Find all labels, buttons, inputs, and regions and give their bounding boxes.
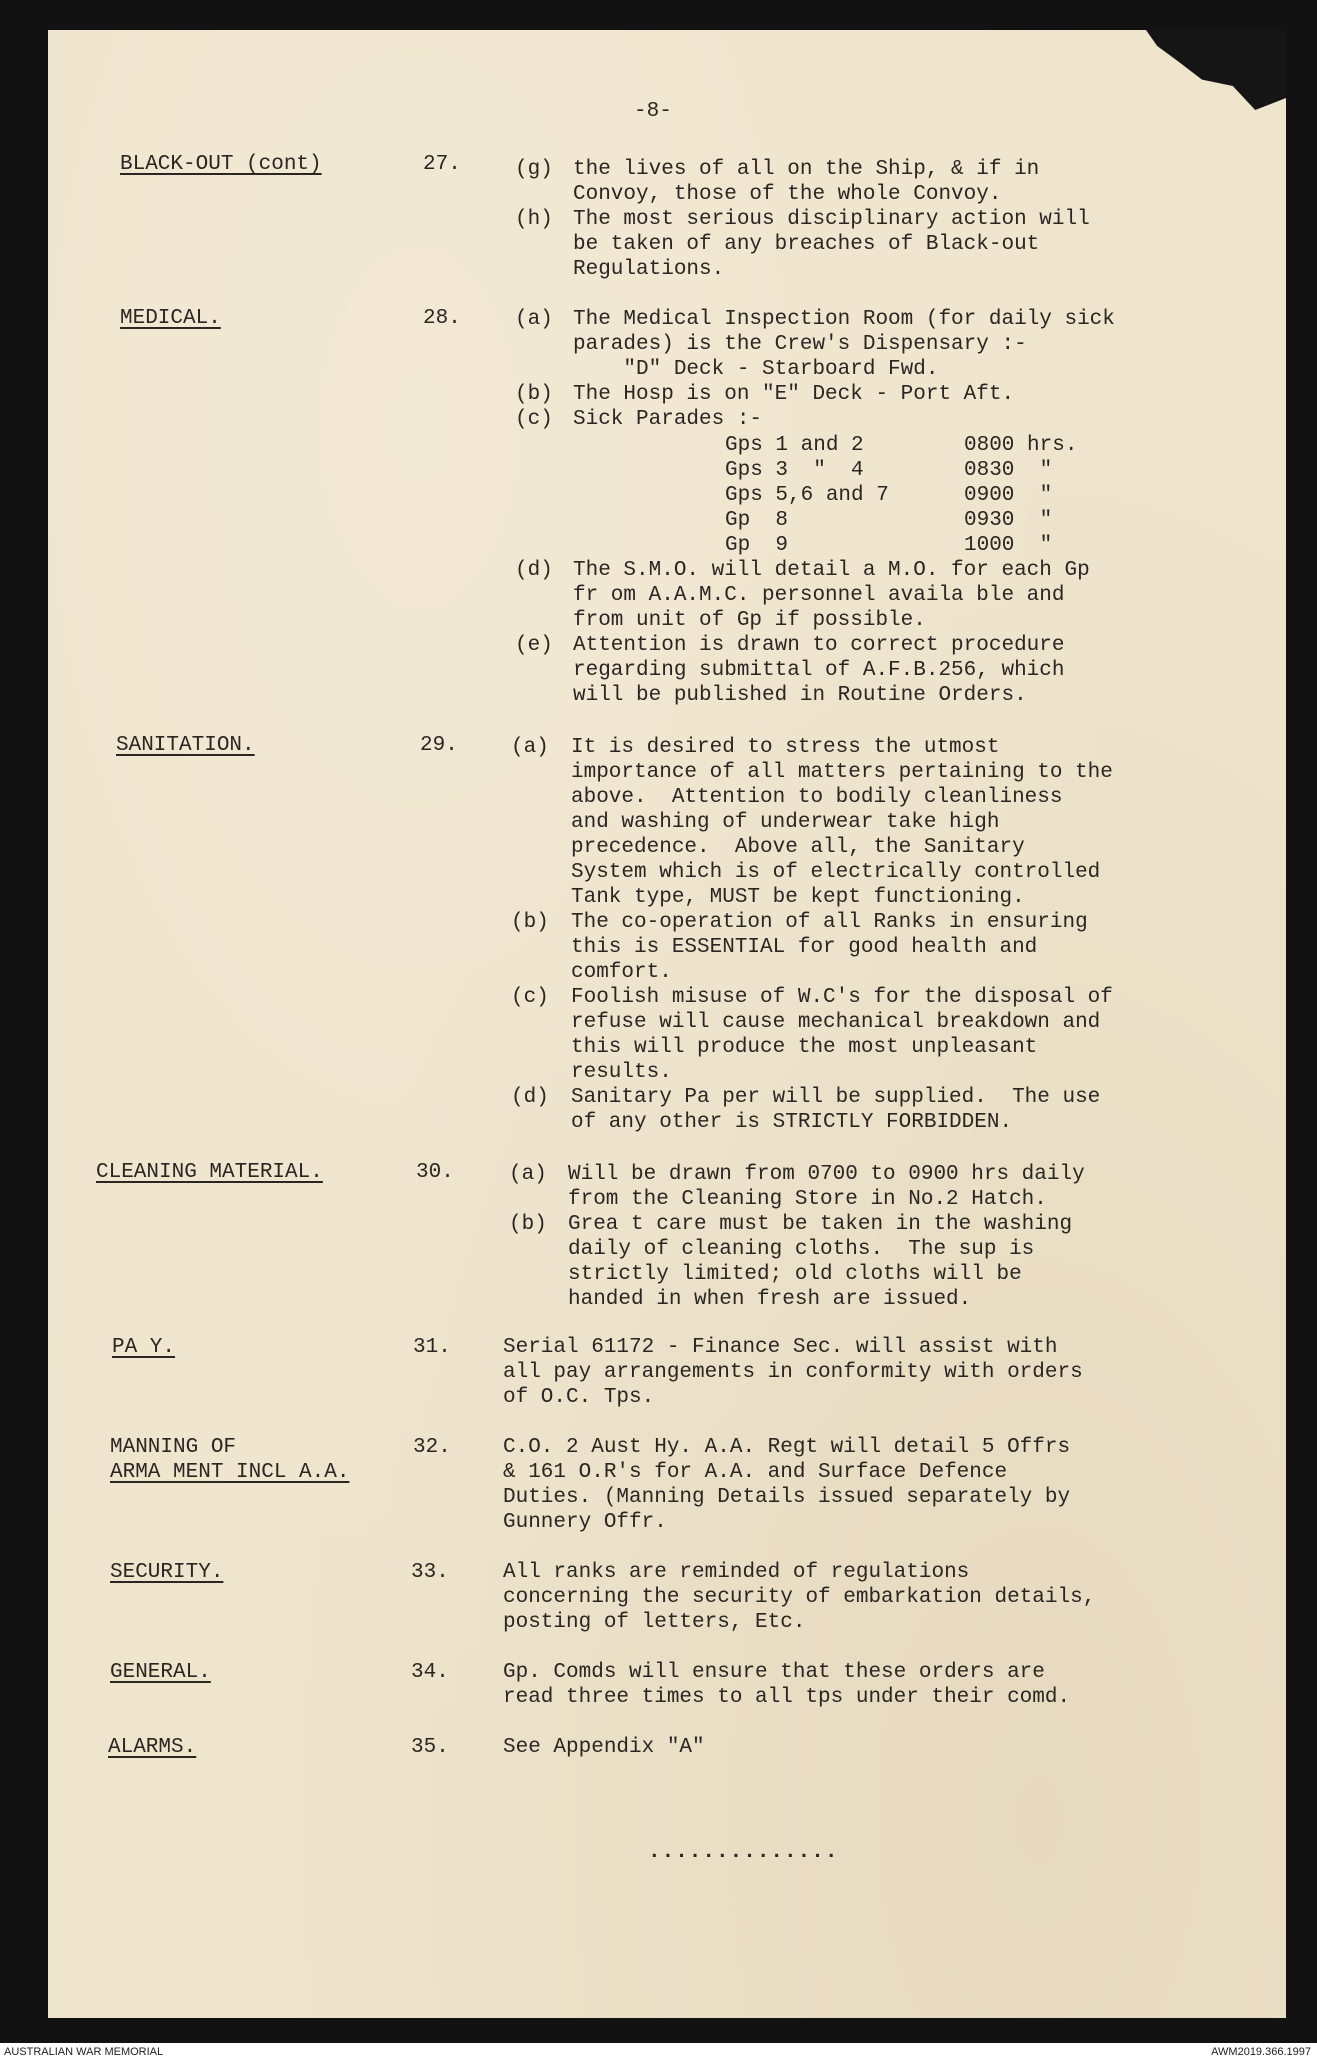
parade-time: 0930 "	[964, 509, 1053, 532]
sub-label: (b)	[515, 383, 553, 406]
body-line: concerning the security of embarkation details,	[503, 1586, 1096, 1609]
body-line: regarding submittal of A.F.B.256, which	[573, 659, 1065, 682]
section-heading: BLACK-OUT (cont)	[120, 153, 322, 176]
body-line: refuse will cause mechanical breakdown and	[571, 1011, 1101, 1034]
body-line: all pay arrangements in conformity with orders	[503, 1361, 1083, 1384]
body-line: The co-operation of all Ranks in ensuring	[571, 911, 1088, 934]
section-heading: CLEANING MATERIAL.	[96, 1161, 323, 1184]
sub-label: (a)	[509, 1163, 547, 1186]
section-number: 32.	[413, 1436, 451, 1459]
sub-label: (a)	[515, 308, 553, 331]
body-line: Attention is drawn to correct procedure	[573, 634, 1065, 657]
body-line: The Hosp is on "E" Deck - Port Aft.	[573, 383, 1015, 406]
body-line: of O.C. Tps.	[503, 1386, 655, 1409]
sub-label: (d)	[511, 1086, 549, 1109]
body-line: comfort.	[571, 961, 672, 984]
section-heading: SECURITY.	[110, 1561, 224, 1584]
body-line: results.	[571, 1061, 672, 1084]
body-line: and washing of underwear take high	[571, 811, 1000, 834]
parade-group: Gps 5,6 and 7	[725, 484, 889, 507]
body-line: Will be drawn from 0700 to 0900 hrs daily	[568, 1163, 1085, 1186]
end-mark: ..............	[648, 1841, 839, 1864]
parade-time: 0900 "	[964, 484, 1053, 507]
body-line: read three times to all tps under their comd.	[503, 1686, 1071, 1709]
body-line: Tank type, MUST be kept functioning.	[571, 886, 1025, 909]
body-line: Convoy, those of the whole Convoy.	[573, 183, 1002, 206]
body-line: strictly limited; old cloths will be	[568, 1263, 1022, 1286]
body-line: this will produce the most unpleasant	[571, 1036, 1038, 1059]
section-heading: PA Y.	[112, 1336, 176, 1359]
body-line: will be published in Routine Orders.	[573, 684, 1027, 707]
section-number: 27.	[423, 153, 461, 176]
body-line: Duties. (Manning Details issued separately by	[503, 1486, 1071, 1509]
document-page	[48, 30, 1286, 2018]
body-line: The S.M.O. will detail a M.O. for each Gp	[573, 559, 1090, 582]
body-line: fr om A.A.M.C. personnel availa ble and	[573, 584, 1065, 607]
sub-label: (a)	[511, 736, 549, 759]
section-heading: ALARMS.	[108, 1736, 197, 1759]
section-heading: ARMA MENT INCL A.A.	[110, 1461, 350, 1484]
sub-label: (h)	[515, 208, 553, 231]
body-line: posting of letters, Etc.	[503, 1611, 806, 1634]
sub-label: (d)	[515, 559, 553, 582]
body-line: above. Attention to bodily cleanliness	[571, 786, 1063, 809]
body-line: The most serious disciplinary action will	[573, 208, 1090, 231]
body-line: Gp. Comds will ensure that these orders are	[503, 1661, 1045, 1684]
section-number: 30.	[416, 1161, 454, 1184]
body-line: importance of all matters pertaining to the	[571, 761, 1113, 784]
body-line: daily of cleaning cloths. The sup is	[568, 1238, 1035, 1261]
parade-group: Gps 1 and 2	[725, 434, 864, 457]
body-line: handed in when fresh are issued.	[568, 1288, 972, 1311]
section-number: 35.	[411, 1736, 449, 1759]
body-line: C.O. 2 Aust Hy. A.A. Regt will detail 5 Offrs	[503, 1436, 1071, 1459]
body-line: Sick Parades :-	[573, 408, 763, 431]
section-number: 31.	[413, 1336, 451, 1359]
footer-right: AWM2019.366.1997	[1211, 2046, 1311, 2058]
body-line: be taken of any breaches of Black-out	[573, 233, 1040, 256]
body-line: this is ESSENTIAL for good health and	[571, 936, 1038, 959]
body-line: Foolish misuse of W.C's for the disposal of	[571, 986, 1113, 1009]
parade-time: 1000 "	[964, 534, 1053, 557]
section-heading: MEDICAL.	[120, 307, 221, 330]
sub-label: (b)	[509, 1213, 547, 1236]
parade-time: 0830 "	[964, 459, 1053, 482]
body-line: Regulations.	[573, 258, 725, 281]
torn-corner	[1146, 30, 1286, 110]
body-line: The Medical Inspection Room (for daily sick	[573, 308, 1115, 331]
sub-label: (b)	[511, 911, 549, 934]
body-line: of any other is STRICTLY FORBIDDEN.	[571, 1111, 1013, 1134]
parade-time: 0800 hrs.	[964, 434, 1078, 457]
archive-footer	[0, 2043, 1317, 2061]
section-number: 28.	[423, 307, 461, 330]
body-line: precedence. Above all, the Sanitary	[571, 836, 1025, 859]
body-line: Grea t care must be taken in the washing	[568, 1213, 1073, 1236]
section-heading: GENERAL.	[110, 1661, 211, 1684]
section-number: 33.	[411, 1561, 449, 1584]
body-line: parades) is the Crew's Dispensary :-	[573, 333, 1027, 356]
body-line: See Appendix "A"	[503, 1736, 705, 1759]
body-line: Serial 61172 - Finance Sec. will assist with	[503, 1336, 1058, 1359]
parade-group: Gps 3 " 4	[725, 459, 864, 482]
body-line: "D" Deck - Starboard Fwd.	[573, 358, 939, 381]
sub-label: (e)	[515, 634, 553, 657]
sub-label: (c)	[515, 408, 553, 431]
body-line: the lives of all on the Ship, & if in	[573, 158, 1040, 181]
footer-left: AUSTRALIAN WAR MEMORIAL	[4, 2046, 164, 2058]
body-line: & 161 O.R's for A.A. and Surface Defence	[503, 1461, 1008, 1484]
section-heading: SANITATION.	[116, 734, 255, 757]
parade-group: Gp 8	[725, 509, 789, 532]
page-number: -8-	[634, 100, 672, 123]
section-number: 34.	[411, 1661, 449, 1684]
body-line: from the Cleaning Store in No.2 Hatch.	[568, 1188, 1047, 1211]
body-line: Gunnery Offr.	[503, 1511, 667, 1534]
section-number: 29.	[420, 734, 458, 757]
body-line: System which is of electrically controlled	[571, 861, 1101, 884]
body-line: It is desired to stress the utmost	[571, 736, 1000, 759]
body-line: from unit of Gp if possible.	[573, 609, 926, 632]
sub-label: (g)	[515, 158, 553, 181]
body-line: Sanitary Pa per will be supplied. The use	[571, 1086, 1101, 1109]
sub-label: (c)	[511, 986, 549, 1009]
parade-group: Gp 9	[725, 534, 789, 557]
section-heading: MANNING OF	[110, 1436, 237, 1459]
body-line: All ranks are reminded of regulations	[503, 1561, 970, 1584]
